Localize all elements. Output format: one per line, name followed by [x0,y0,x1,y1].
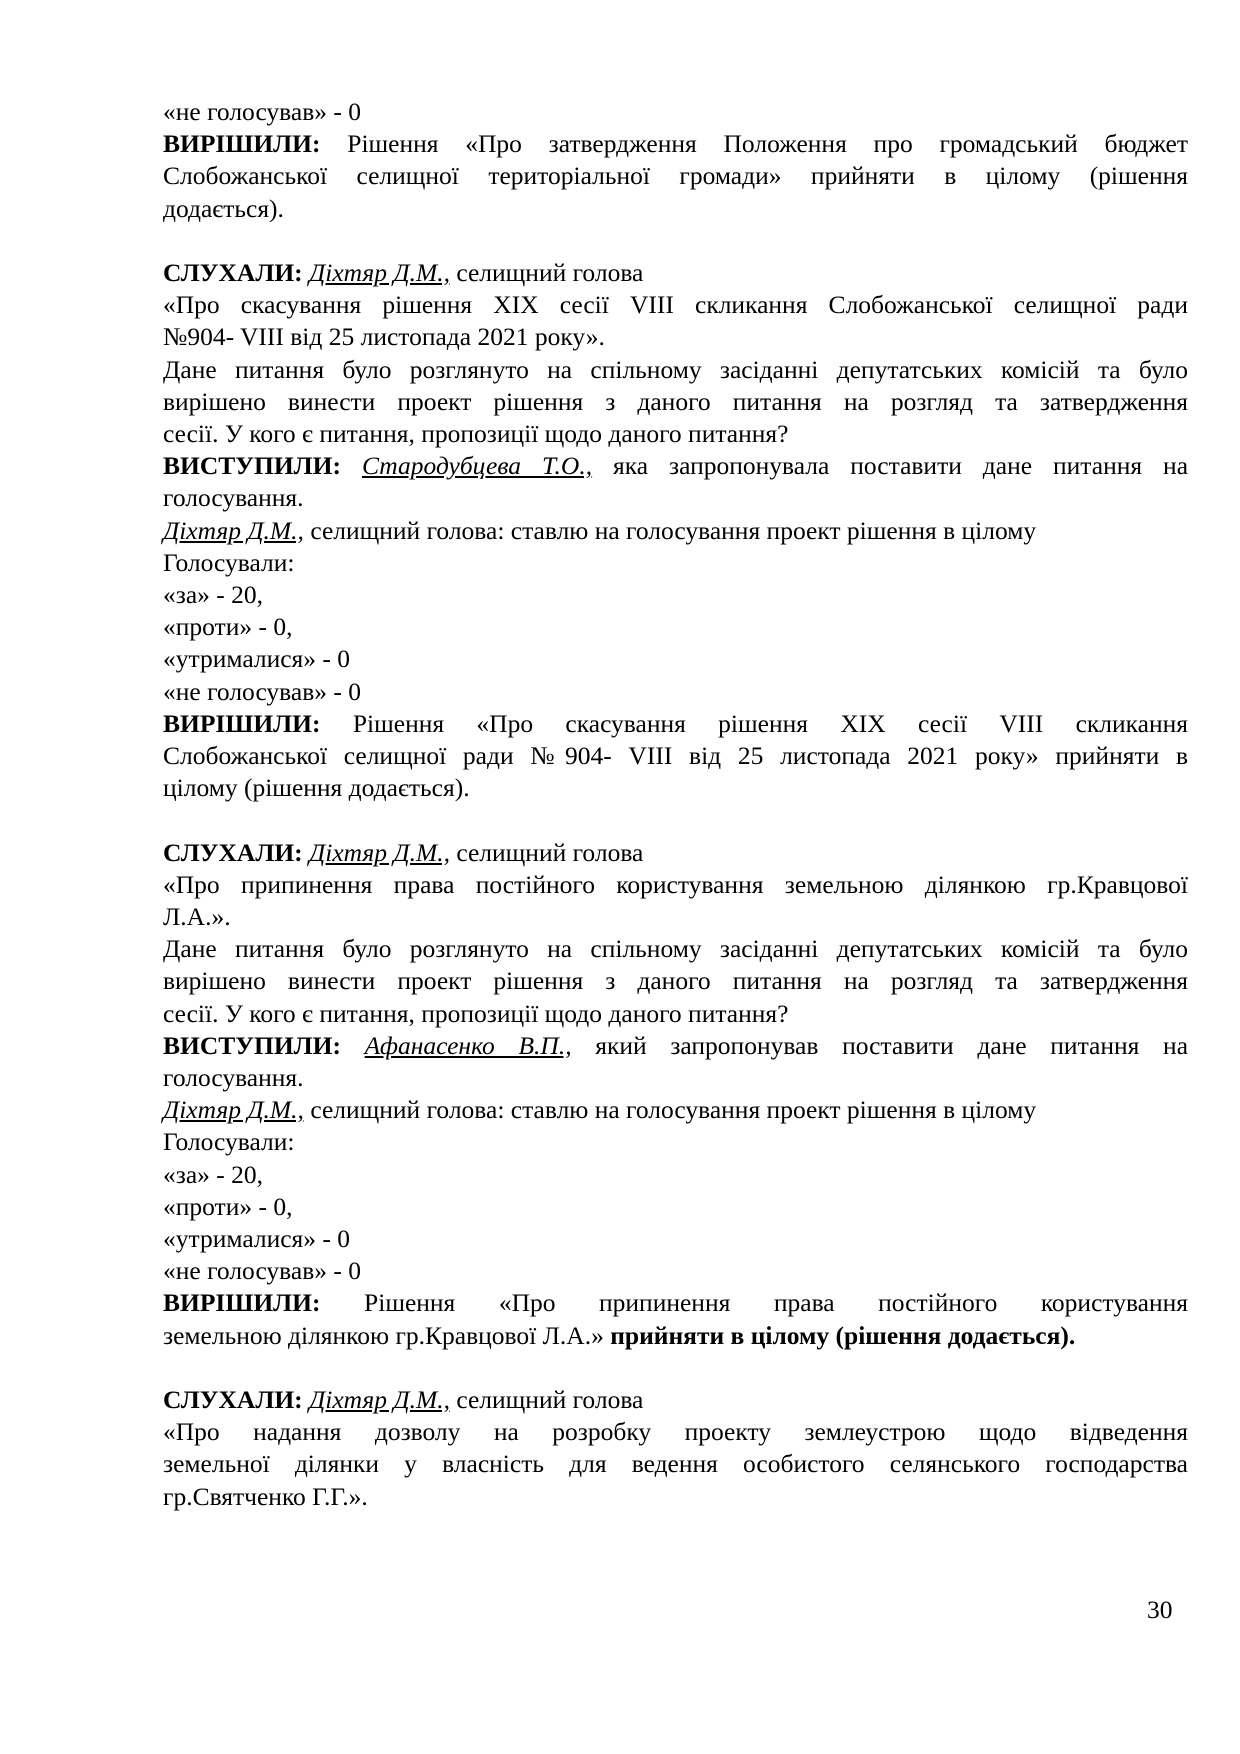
spoke-label: ВИСТУПИЛИ: [163,451,341,481]
spoke-name: Афанасенко В.П., [364,1030,572,1060]
speaker-name: Діхтяр Д.М., [309,258,450,287]
speaker-name: Діхтяр Д.М., [309,837,450,867]
decision-label: ВИРІШИЛИ: [163,129,321,159]
chair-name: Діхтяр Д.М., [163,1095,304,1125]
chair-line [163,1094,1188,1126]
spoke-text: яка запропонувала поставити дане питання на [613,451,1189,481]
document-page [163,96,1188,1513]
decision-text-bold: прийняти в цілому (рішення додається). [610,1320,1076,1350]
agenda-title: Л.А.». [163,902,231,932]
vote-not-voted: «не голосував» - 0 [163,1256,361,1286]
description-line: вирішено винести проект рішення з даного питання на розгляд та затвердження [163,386,1188,416]
chair-text: селищний голова: ставлю на голосування проект рішення в цілому [310,515,1037,545]
vote-for: «за» - 20, [163,1159,264,1189]
chair-text: селищний голова: ставлю на голосування проект рішення в цілому [310,1095,1037,1125]
description-line: сесії. У кого є питання, пропозиції щодо даного питання? [163,419,789,449]
decision-line [163,1287,1188,1319]
decision-line [163,1320,1188,1352]
agenda-title: «Про надання дозволу на розробку проекту землеустрою щодо відведення [163,1417,1188,1447]
page-number: 30 [1147,1595,1173,1624]
vote-not-voted: «не голосував» - 0 [163,676,361,706]
voted-label: Голосували: [163,547,295,577]
heard-label: СЛУХАЛИ: [163,258,303,287]
speaker-role: селищний голова [456,1385,644,1415]
spoke-name: Стародубцева Т.О., [361,451,593,481]
decision-label: ВИРІШИЛИ: [163,708,321,738]
description-line: Дане питання було розглянуто на спільному засіданні депутатських комісій та було [163,354,1188,384]
agenda-title: №904- VIII від 25 листопада 2021 року». [163,322,605,352]
decision-line: Слобожанської селищної територіальної громади» прийняти в цілому (рішення [163,161,1188,191]
decision-text: Рішення «Про скасування рішення XIX сесії VIII скликання [352,708,1189,738]
decision-text: земельною ділянкою гр.Кравцової Л.А.» [163,1320,604,1350]
decision-line [163,708,1188,740]
description-line: Дане питання було розглянуто на спільному засіданні депутатських комісій та було [163,934,1188,964]
speaker-role: селищний голова [456,258,644,287]
decision-line [163,128,1188,160]
spoke-line: голосування. [163,1063,304,1093]
decision-text: Рішення «Про затвердження Положення про громадський бюджет [347,129,1188,159]
speaker-name: Діхтяр Д.М., [309,1385,450,1415]
vote-not-voted: «не голосував» - 0 [163,97,361,126]
heard-line [163,837,1188,869]
vote-abstained: «утрималися» - 0 [163,644,351,674]
vote-against: «проти» - 0, [163,1191,293,1221]
heard-label: СЛУХАЛИ: [163,1385,303,1415]
spoke-text: який запропонував поставити дане питання на [595,1030,1189,1060]
decision-line: Слобожанської селищної ради №904- VIII від 25 листопада 2021 року» прийняти в [163,741,1188,771]
agenda-title: гр.Святченко Г.Г.». [163,1481,368,1511]
spoke-label: ВИСТУПИЛИ: [163,1030,341,1060]
vote-against: «проти» - 0, [163,612,293,642]
description-line: вирішено винести проект рішення з даного питання на розгляд та затвердження [163,966,1188,996]
description-line: сесії. У кого є питання, пропозиції щодо даного питання? [163,998,789,1028]
heard-label: СЛУХАЛИ: [163,837,303,867]
chair-line [163,515,1188,547]
agenda-title: «Про припинення права постійного користування земельною ділянкою гр.Кравцової [163,869,1188,899]
chair-name: Діхтяр Д.М., [163,515,304,545]
heard-line [163,1384,1188,1416]
agenda-title: земельної ділянки у власність для ведення особистого селянського господарства [163,1449,1188,1479]
spoke-line: голосування. [163,483,304,513]
vote-abstained: «утрималися» - 0 [163,1224,351,1254]
spoke-line [163,1030,1188,1062]
voted-label: Голосували: [163,1127,295,1157]
vote-for: «за» - 20, [163,580,264,610]
speaker-role: селищний голова [456,837,644,867]
decision-label: ВИРІШИЛИ: [163,1288,321,1318]
heard-line [163,257,1188,289]
agenda-title: «Про скасування рішення XIX сесії VIII скликання Слобожанської селищної ради [163,290,1188,320]
decision-text: Рішення «Про припинення права постійного користування [364,1288,1188,1318]
decision-line: додається). [163,193,284,223]
spoke-line [163,450,1188,482]
decision-line: цілому (рішення додається). [163,773,470,803]
